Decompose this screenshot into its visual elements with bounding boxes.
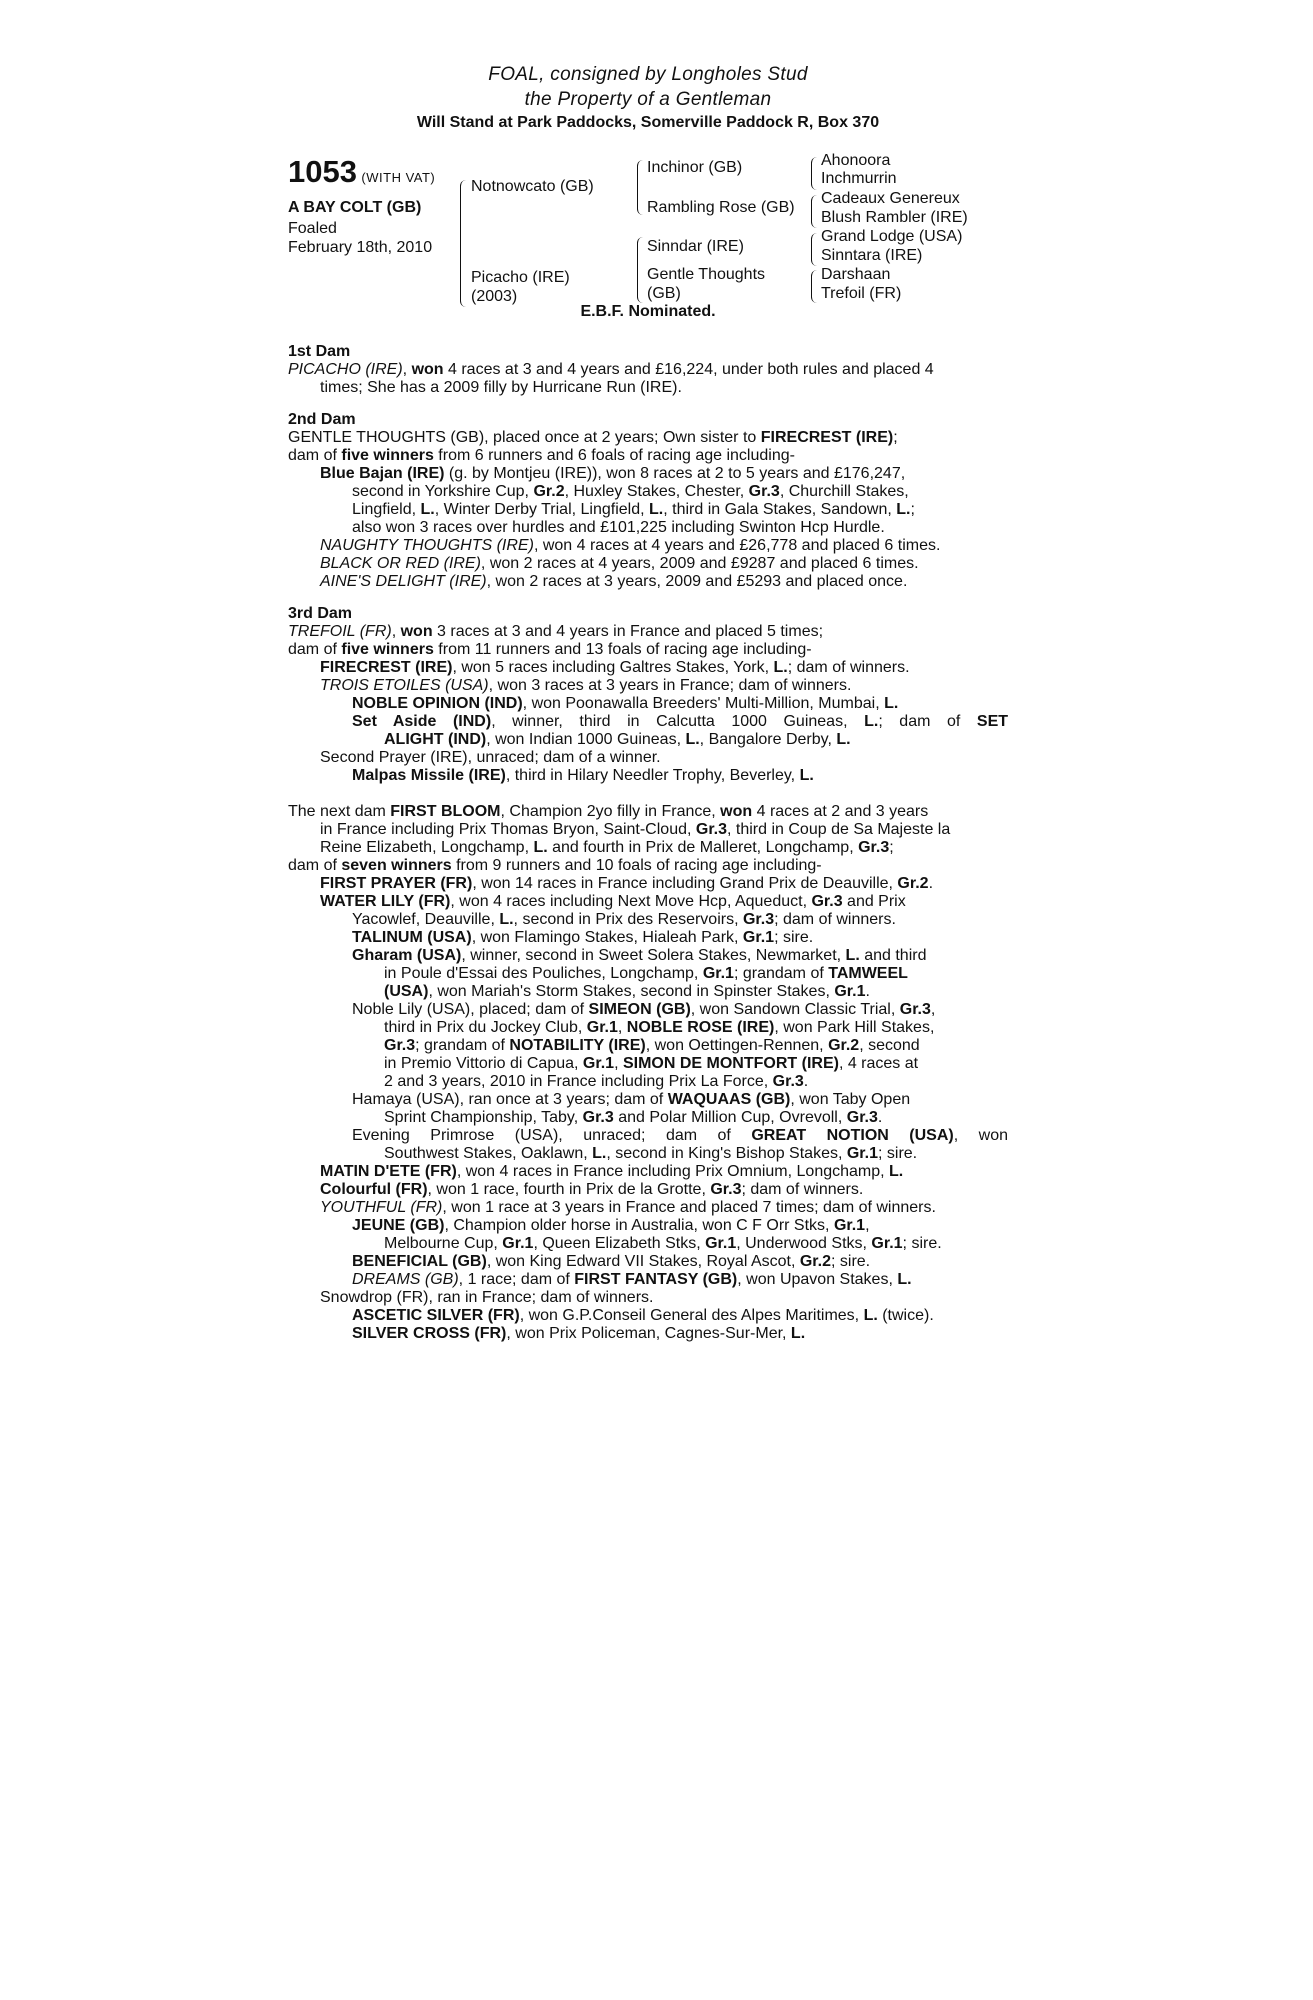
third-dam-line-8: Second Prayer (IRE), unraced; dam of a winner. (320, 749, 661, 766)
next-dam-line-28: Snowdrop (FR), ran in France; dam of winners. (320, 1289, 654, 1306)
second-dam-line-5: Lingfield, L., Winter Derby Trial, Lingfield, L., third in Gala Stakes, Sandown, L.; (352, 501, 915, 518)
next-dam-line-20: Southwest Stakes, Oaklawn, L., second in King's Bishop Stakes, Gr.1; sire. (384, 1145, 918, 1162)
next-dam-line-2: in France including Prix Thomas Bryon, Saint-Cloud, Gr.3, third in Coup de Sa Majeste la (320, 821, 951, 838)
second-dam-section (288, 411, 1008, 591)
sire-sire-sire: Ahonoora (821, 152, 891, 169)
sire-dam-brace (460, 180, 469, 307)
third-dam-line-7: ALIGHT (IND), won Indian 1000 Guineas, L., Bangalore Derby, L. (384, 731, 851, 748)
second-dam-heading: 2nd Dam (288, 411, 356, 428)
next-dam-line-21: MATIN D'ETE (FR), won 4 races in France including Prix Omnium, Longchamp, L. (320, 1163, 904, 1180)
lot-number: 1053 (288, 154, 357, 189)
next-dam-line-6: WATER LILY (FR), won 4 races including Next Move Hcp, Aqueduct, Gr.3 and Prix (320, 893, 906, 910)
third-dam-line-1: TREFOIL (FR), won 3 races at 3 and 4 years in France and placed 5 times; (288, 623, 824, 640)
sire-sire-dam: Inchmurrin (821, 170, 897, 187)
third-dam-line-2: dam of five winners from 11 runners and 13 foals of racing age including- (288, 641, 812, 658)
foaled-label: Foaled (288, 220, 337, 237)
third-dam-heading: 3rd Dam (288, 605, 353, 622)
foaled-date: February 18th, 2010 (288, 239, 433, 256)
next-dam-line-19: Evening Primrose (USA), unraced; dam of GREAT NOTION (USA), won (352, 1127, 1009, 1144)
sire-dam-sire: Cadeaux Genereux (821, 190, 960, 207)
second-dam-line-2: dam of five winners from 6 runners and 6 foals of racing age including- (288, 447, 795, 464)
next-dam-line-5: FIRST PRAYER (FR), won 14 races in France including Grand Prix de Deauville, Gr.2. (320, 875, 934, 892)
third-dam-line-6: Set Aside (IND), winner, third in Calcutta 1000 Guineas, L.; dam of SET (352, 713, 1009, 730)
next-dam-line-23: YOUTHFUL (FR), won 1 race at 3 years in France and placed 7 times; dam of winners. (320, 1199, 936, 1216)
next-dam-line-7: Yacowlef, Deauville, L., second in Prix des Reservoirs, Gr.3; dam of winners. (352, 911, 896, 928)
sire-dam: Rambling Rose (GB) (647, 199, 795, 216)
second-dam-line-9: AINE'S DELIGHT (IRE), won 2 races at 3 years, 2009 and £5293 and placed once. (320, 573, 908, 590)
third-dam-line-9: Malpas Missile (IRE), third in Hilary Needler Trophy, Beverley, L. (352, 767, 814, 784)
second-dam-line-3: Blue Bajan (IRE) (g. by Montjeu (IRE)), won 8 races at 2 to 5 years and £176,247, (320, 465, 906, 482)
pedigree-table (288, 152, 1008, 325)
dam-dam-origin: (GB) (647, 285, 681, 302)
next-dam-line-4: dam of seven winners from 9 runners and 10 foals of racing age including- (288, 857, 822, 874)
ebf-nomination: E.B.F. Nominated. (580, 303, 716, 320)
first-dam-line-1: PICACHO (IRE), won 4 races at 3 and 4 years and £16,224, under both rules and placed 4 (288, 361, 934, 378)
vat-note: (WITH VAT) (361, 170, 436, 185)
dam: Picacho (IRE) (471, 269, 570, 286)
dam-parents-brace (637, 237, 646, 303)
second-dam-line-7: NAUGHTY THOUGHTS (IRE), won 4 races at 4 years and £26,778 and placed 6 times. (320, 537, 941, 554)
sire-parents-brace (637, 160, 646, 215)
gen3-brace-1 (811, 157, 819, 190)
first-dam-heading: 1st Dam (288, 343, 351, 360)
third-dam-line-3: FIRECREST (IRE), won 5 races including Galtres Stakes, York, L.; dam of winners. (320, 659, 910, 676)
next-dam-line-26: BENEFICIAL (GB), won King Edward VII Stakes, Royal Ascot, Gr.2; sire. (352, 1253, 871, 1270)
stand-location: Will Stand at Park Paddocks, Somerville Paddock R, Box 370 (416, 114, 880, 131)
dam-dam-sire: Darshaan (821, 266, 891, 283)
next-dam-line-12: Noble Lily (USA), placed; dam of SIMEON (GB), won Sandown Classic Trial, Gr.3, (352, 1001, 936, 1018)
next-dam-line-27: DREAMS (GB), 1 race; dam of FIRST FANTASY (GB), won Upavon Stakes, L. (352, 1271, 912, 1288)
next-dam-line-17: Hamaya (USA), ran once at 3 years; dam of WAQUAAS (GB), won Taby Open (352, 1091, 911, 1108)
sire-dam-dam: Blush Rambler (IRE) (821, 209, 968, 226)
dam-sire-dam: Sinntara (IRE) (821, 247, 923, 264)
next-dam-line-16: 2 and 3 years, 2010 in France including Prix La Force, Gr.3. (384, 1073, 809, 1090)
next-dam-line-24: JEUNE (GB), Champion older horse in Australia, won C F Orr Stks, Gr.1, (352, 1217, 870, 1234)
next-dam-section (288, 803, 1008, 1343)
first-dam-section (288, 343, 1008, 397)
next-dam-line-25: Melbourne Cup, Gr.1, Queen Elizabeth Stks, Gr.1, Underwood Stks, Gr.1; sire. (384, 1235, 942, 1252)
gen3-brace-2 (811, 195, 819, 228)
sire-sire: Inchinor (GB) (647, 159, 743, 176)
dam-sire: Sinndar (IRE) (647, 238, 744, 255)
property-line: the Property of a Gentleman (524, 89, 772, 110)
dam-dam-dam: Trefoil (FR) (821, 285, 902, 302)
second-dam-line-6: also won 3 races over hurdles and £101,225 including Swinton Hcp Hurdle. (352, 519, 885, 536)
next-dam-line-29: ASCETIC SILVER (FR), won G.P.Conseil General des Alpes Maritimes, L. (twice). (352, 1307, 934, 1324)
horse-description: A BAY COLT (GB) (288, 199, 422, 216)
dam-dam: Gentle Thoughts (647, 266, 766, 283)
second-dam-line-1: GENTLE THOUGHTS (GB), placed once at 2 years; Own sister to FIRECREST (IRE); (288, 429, 898, 446)
gen3-brace-4 (811, 270, 819, 303)
next-dam-line-8: TALINUM (USA), won Flamingo Stakes, Hialeah Park, Gr.1; sire. (352, 929, 814, 946)
catalogue-page (288, 62, 1008, 1343)
next-dam-line-22: Colourful (FR), won 1 race, fourth in Prix de la Grotte, Gr.3; dam of winners. (320, 1181, 864, 1198)
third-dam-line-5: NOBLE OPINION (IND), won Poonawalla Breeders' Multi-Million, Mumbai, L. (352, 695, 899, 712)
sire: Notnowcato (GB) (471, 178, 594, 195)
lot-number-block (288, 155, 435, 189)
next-dam-line-9: Gharam (USA), winner, second in Sweet Solera Stakes, Newmarket, L. and third (352, 947, 927, 964)
next-dam-line-15: in Premio Vittorio di Capua, Gr.1, SIMON DE MONTFORT (IRE), 4 races at (384, 1055, 919, 1072)
second-dam-line-4: second in Yorkshire Cup, Gr.2, Huxley Stakes, Chester, Gr.3, Churchill Stakes, (352, 483, 909, 500)
next-dam-line-30: SILVER CROSS (FR), won Prix Policeman, Cagnes-Sur-Mer, L. (352, 1325, 806, 1342)
dam-year: (2003) (471, 288, 518, 305)
first-dam-line-2: times; She has a 2009 filly by Hurricane Run (IRE). (320, 379, 682, 396)
dam-sire-sire: Grand Lodge (USA) (821, 228, 963, 245)
foaled-info (288, 219, 432, 257)
next-dam-line-3: Reine Elizabeth, Longchamp, L. and fourth in Prix de Malleret, Longchamp, Gr.3; (320, 839, 894, 856)
next-dam-line-14: Gr.3; grandam of NOTABILITY (IRE), won Oettingen-Rennen, Gr.2, second (384, 1037, 920, 1054)
gen3-brace-3 (811, 233, 819, 266)
consignor-line: FOAL, consigned by Longholes Stud (488, 64, 808, 85)
third-dam-section (288, 605, 1008, 785)
next-dam-line-18: Sprint Championship, Taby, Gr.3 and Polar Million Cup, Ovrevoll, Gr.3. (384, 1109, 883, 1126)
next-dam-line-11: (USA), won Mariah's Storm Stakes, second in Spinster Stakes, Gr.1. (384, 983, 870, 1000)
next-dam-line-10: in Poule d'Essai des Pouliches, Longchamp, Gr.1; grandam of TAMWEEL (384, 965, 908, 982)
next-dam-line-1: The next dam FIRST BLOOM, Champion 2yo filly in France, won 4 races at 2 and 3 years (288, 803, 929, 820)
second-dam-line-8: BLACK OR RED (IRE), won 2 races at 4 years, 2009 and £9287 and placed 6 times. (320, 555, 919, 572)
next-dam-line-13: third in Prix du Jockey Club, Gr.1, NOBLE ROSE (IRE), won Park Hill Stakes, (384, 1019, 935, 1036)
third-dam-line-4: TROIS ETOILES (USA), won 3 races at 3 years in France; dam of winners. (320, 677, 852, 694)
